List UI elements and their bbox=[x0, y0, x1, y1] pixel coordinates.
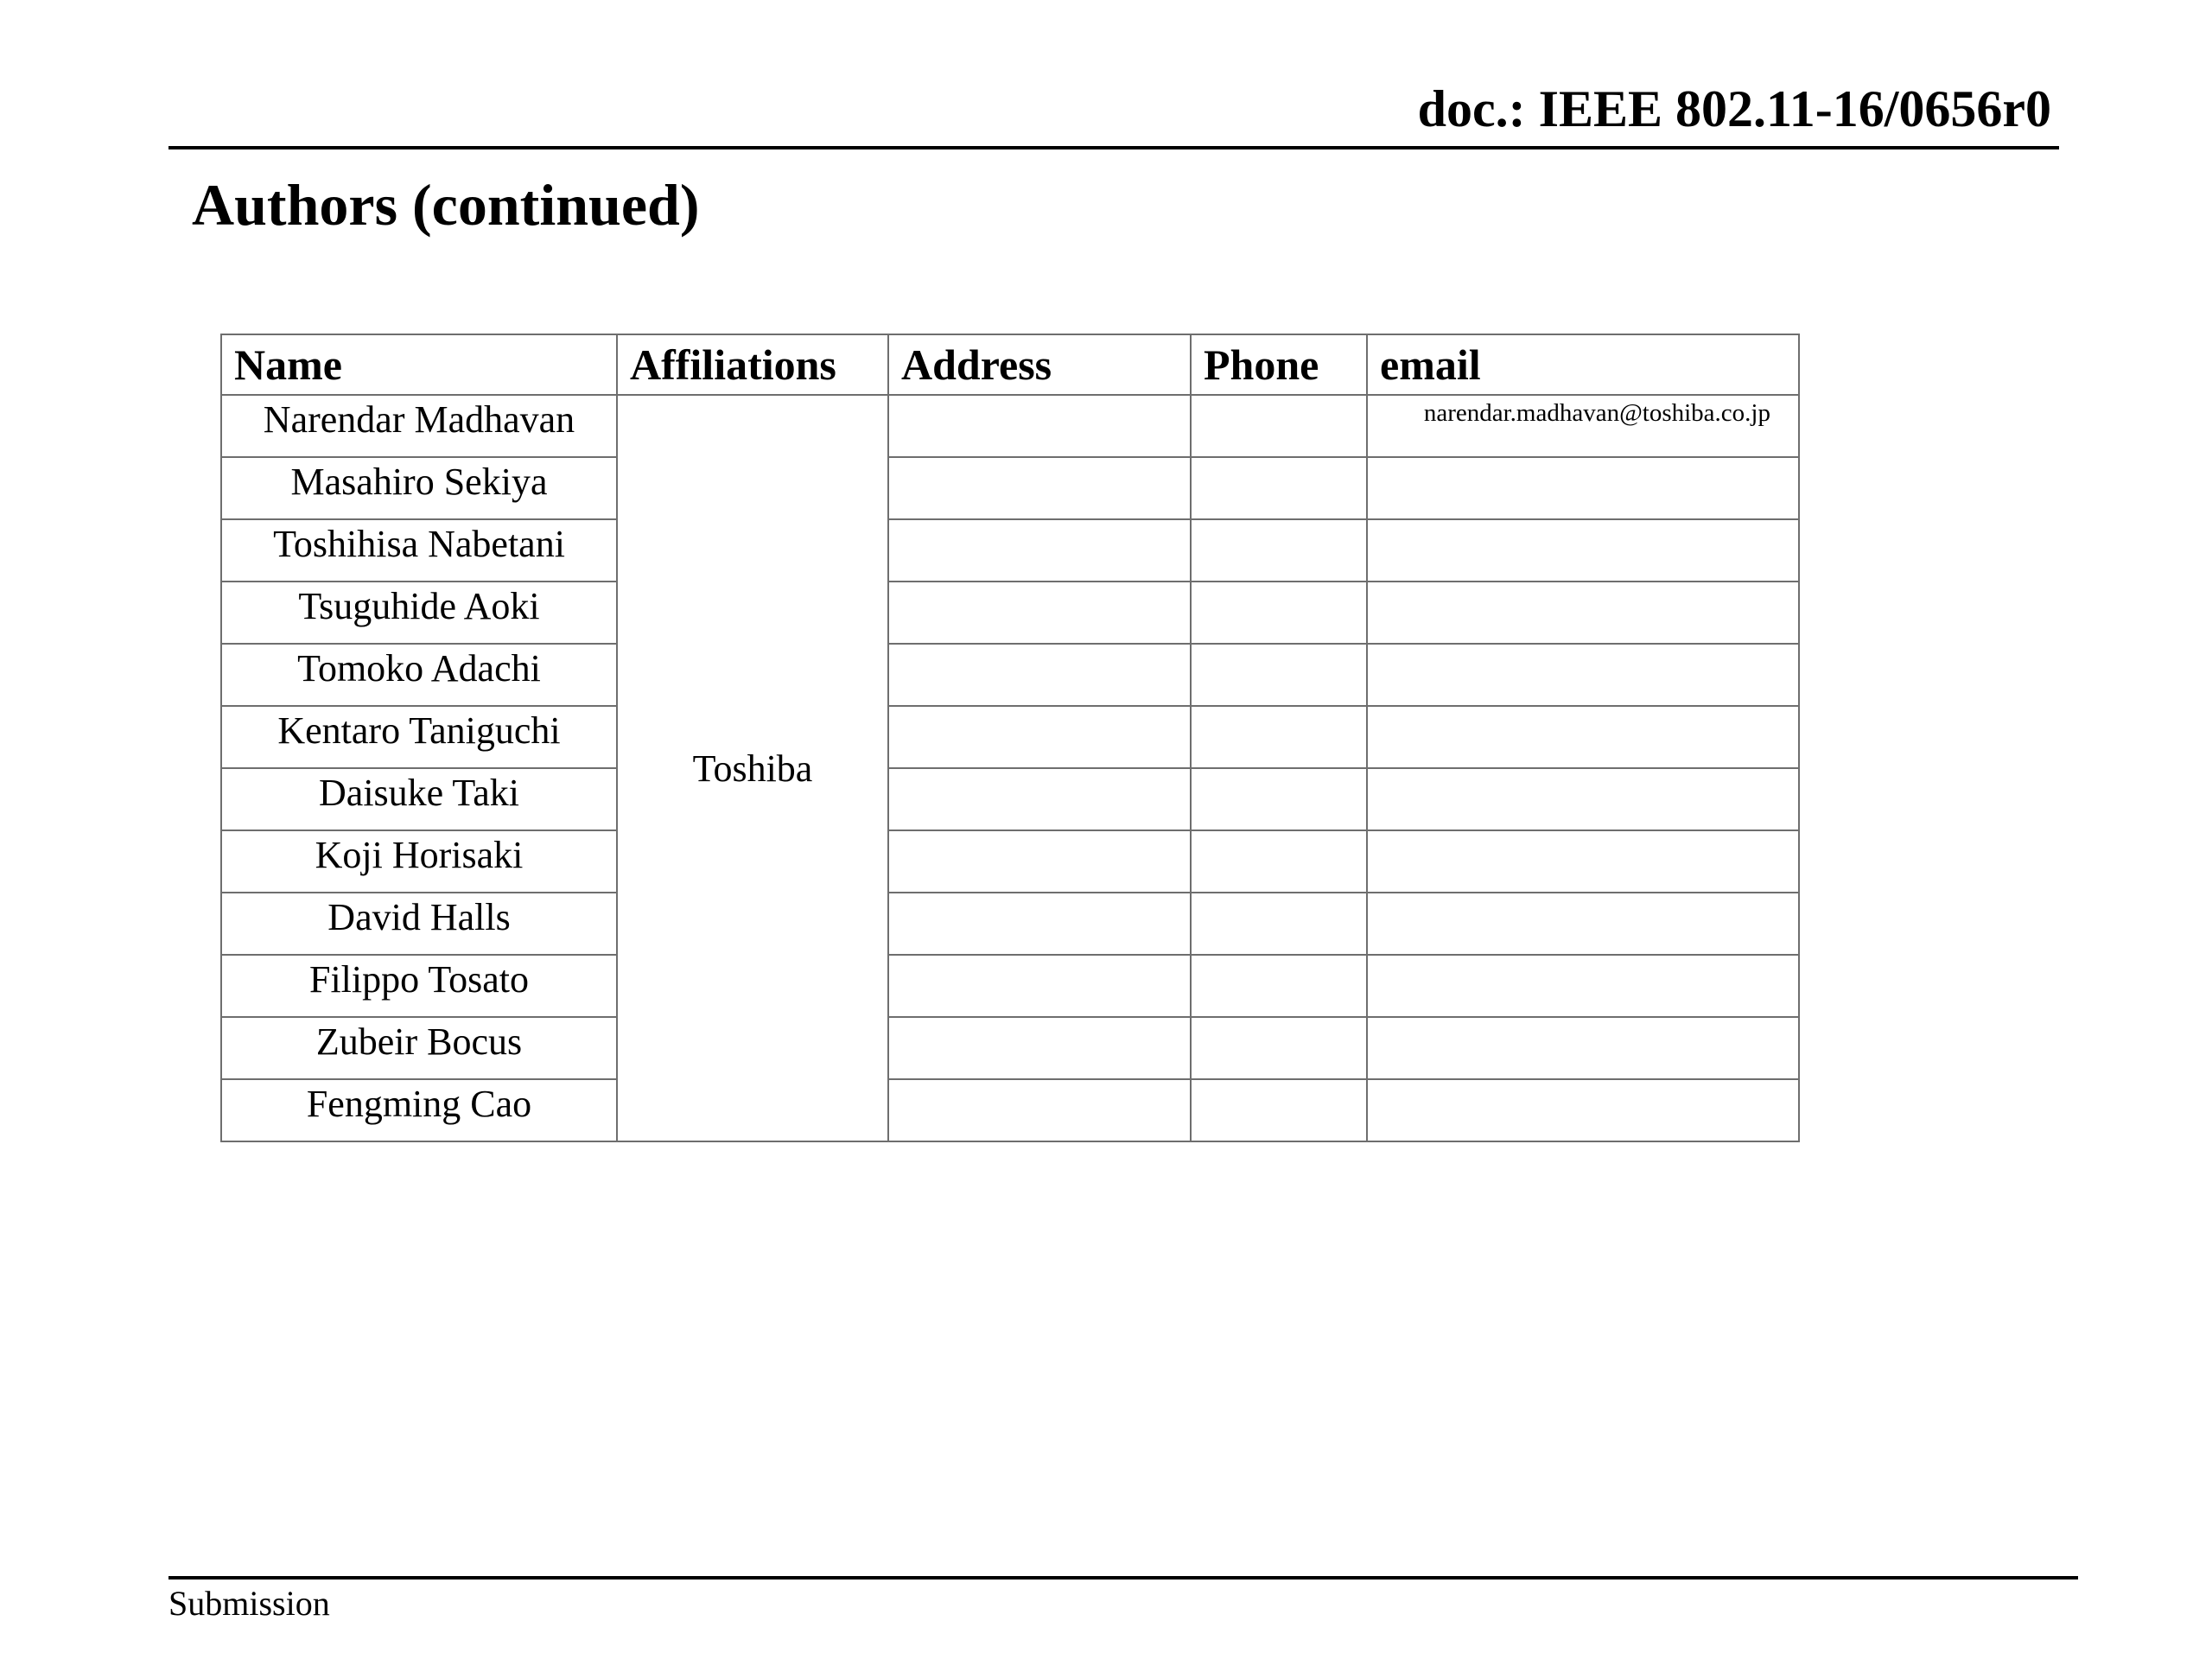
author-address bbox=[888, 830, 1191, 893]
author-phone bbox=[1191, 893, 1367, 955]
slide-title: Authors (continued) bbox=[192, 172, 700, 238]
author-name: David Halls bbox=[221, 893, 617, 955]
author-address bbox=[888, 893, 1191, 955]
author-name: Masahiro Sekiya bbox=[221, 457, 617, 519]
author-address bbox=[888, 955, 1191, 1017]
author-phone bbox=[1191, 955, 1367, 1017]
table-row bbox=[221, 582, 1799, 644]
author-address bbox=[888, 706, 1191, 768]
author-address bbox=[888, 582, 1191, 644]
author-name: Daisuke Taki bbox=[221, 768, 617, 830]
author-name: Tomoko Adachi bbox=[221, 644, 617, 706]
author-phone bbox=[1191, 457, 1367, 519]
author-name: Fengming Cao bbox=[221, 1079, 617, 1141]
author-email bbox=[1367, 457, 1799, 519]
column-header-email: email bbox=[1367, 334, 1799, 395]
column-header-phone: Phone bbox=[1191, 334, 1367, 395]
author-address bbox=[888, 1079, 1191, 1141]
author-phone bbox=[1191, 1017, 1367, 1079]
author-email[interactable]: narendar.madhavan@toshiba.co.jp bbox=[1367, 395, 1799, 457]
author-email bbox=[1367, 893, 1799, 955]
author-email bbox=[1367, 1017, 1799, 1079]
header-divider bbox=[168, 146, 2059, 149]
footer-divider bbox=[168, 1576, 2078, 1580]
table-row bbox=[221, 955, 1799, 1017]
author-email bbox=[1367, 582, 1799, 644]
column-header-affiliations: Affiliations bbox=[617, 334, 888, 395]
author-email bbox=[1367, 768, 1799, 830]
table-row bbox=[221, 457, 1799, 519]
author-name: Tsuguhide Aoki bbox=[221, 582, 617, 644]
table-row bbox=[221, 644, 1799, 706]
footer-submission-label: Submission bbox=[168, 1584, 330, 1623]
author-phone bbox=[1191, 395, 1367, 457]
author-email bbox=[1367, 1079, 1799, 1141]
table-row bbox=[221, 1017, 1799, 1079]
author-phone bbox=[1191, 768, 1367, 830]
author-address bbox=[888, 644, 1191, 706]
author-email bbox=[1367, 830, 1799, 893]
author-phone bbox=[1191, 519, 1367, 582]
column-header-name: Name bbox=[221, 334, 617, 395]
table-row bbox=[221, 395, 1799, 457]
author-phone bbox=[1191, 830, 1367, 893]
column-header-address: Address bbox=[888, 334, 1191, 395]
table-header-row bbox=[221, 334, 1799, 395]
author-address bbox=[888, 1017, 1191, 1079]
table-row bbox=[221, 706, 1799, 768]
author-address bbox=[888, 519, 1191, 582]
author-name: Filippo Tosato bbox=[221, 955, 617, 1017]
author-address bbox=[888, 457, 1191, 519]
author-email bbox=[1367, 706, 1799, 768]
document-id: doc.: IEEE 802.11-16/0656r0 bbox=[1417, 80, 2051, 137]
author-phone bbox=[1191, 582, 1367, 644]
author-email bbox=[1367, 955, 1799, 1017]
authors-table bbox=[220, 334, 1800, 1142]
author-name: Narendar Madhavan bbox=[221, 395, 617, 457]
author-phone bbox=[1191, 1079, 1367, 1141]
author-phone bbox=[1191, 706, 1367, 768]
table-row bbox=[221, 1079, 1799, 1141]
author-name: Koji Horisaki bbox=[221, 830, 617, 893]
author-email bbox=[1367, 644, 1799, 706]
author-affiliation: Toshiba bbox=[617, 395, 888, 1141]
table-row bbox=[221, 519, 1799, 582]
author-email bbox=[1367, 519, 1799, 582]
author-address bbox=[888, 395, 1191, 457]
author-name: Toshihisa Nabetani bbox=[221, 519, 617, 582]
author-name: Kentaro Taniguchi bbox=[221, 706, 617, 768]
table-row bbox=[221, 830, 1799, 893]
author-name: Zubeir Bocus bbox=[221, 1017, 617, 1079]
table-row bbox=[221, 893, 1799, 955]
author-phone bbox=[1191, 644, 1367, 706]
table-row bbox=[221, 768, 1799, 830]
author-address bbox=[888, 768, 1191, 830]
